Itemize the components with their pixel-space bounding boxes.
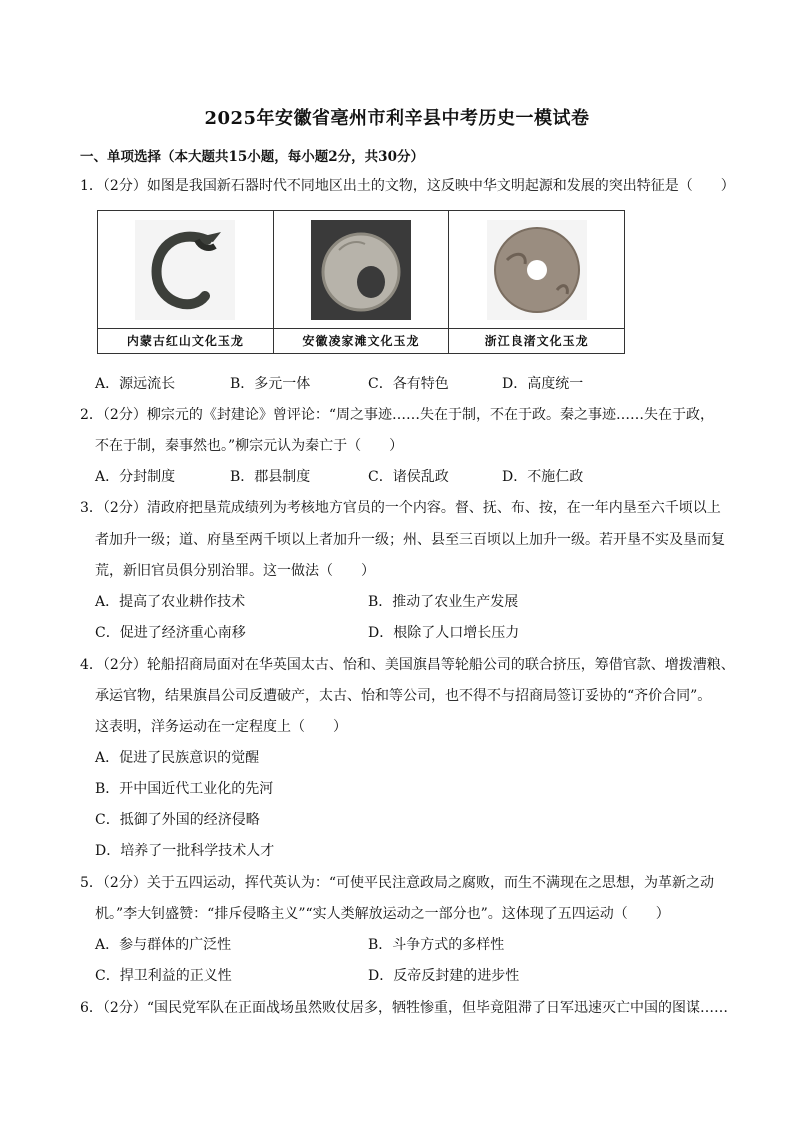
q1-option-d[interactable]: D．高度统一	[502, 376, 584, 392]
q2-option-a[interactable]: A．分封制度	[95, 469, 176, 485]
artifact-figure	[97, 210, 625, 354]
q4-option-d[interactable]: D．培养了一批科学技术人才	[95, 843, 275, 859]
question-4-line-3: 这表明，洋务运动在一定程度上（ ）	[95, 719, 347, 735]
q2-option-d[interactable]: D．不施仁政	[502, 469, 584, 485]
question-3-line-3: 荒，新旧官员俱分别治罪。这一做法（ ）	[95, 563, 375, 579]
q4-option-b[interactable]: B．开中国近代工业化的先河	[95, 781, 274, 797]
q2-option-b[interactable]: B．郡县制度	[230, 469, 311, 485]
liangzhu-jade-dragon-image	[449, 211, 624, 328]
question-4-line-2: 承运官物，结果旗昌公司反遭破产，太古、怡和等公司，也不得不与招商局签订妥协的“齐价合同”。	[95, 688, 712, 704]
q3-option-b[interactable]: B．推动了农业生产发展	[368, 594, 519, 610]
question-2-line-2: 不在于制，秦事然也。”柳宗元认为秦亡于（ ）	[95, 438, 404, 454]
q4-option-c[interactable]: C．抵御了外国的经济侵略	[95, 812, 260, 828]
question-3-line-2: 者加升一级；道、府垦至两千顷以上者加升一级；州、县至三百顷以上加升一级。若开垦不实及垦而复	[95, 532, 725, 548]
hongshan-jade-dragon-image	[98, 211, 273, 328]
exam-title: 2025年安徽省亳州市利辛县中考历史一模试卷	[204, 108, 590, 129]
q4-option-a[interactable]: A．促进了民族意识的觉醒	[95, 750, 260, 766]
q5-option-b[interactable]: B．斗争方式的多样性	[368, 937, 505, 953]
artifact-hongshan	[98, 211, 274, 353]
q5-option-a[interactable]: A．参与群体的广泛性	[95, 937, 232, 953]
section-heading: 一、单项选择（本大题共15小题，每小题2分，共30分）	[80, 149, 424, 165]
q5-option-c[interactable]: C．捍卫利益的正义性	[95, 968, 232, 984]
question-1-text: 1．（2分）如图是我国新石器时代不同地区出土的文物，这反映中华文明起源和发展的突出特征是（ ）	[80, 178, 735, 194]
question-4-line-1: 4．（2分）轮船招商局面对在华英国太古、怡和、美国旗昌等轮船公司的联合挤压，筹借官款、增拨漕粮、	[80, 657, 735, 673]
question-3-line-1: 3．（2分）清政府把垦荒成绩列为考核地方官员的一个内容。督、抚、布、按，在一年内垦至六千顷以上	[80, 500, 721, 516]
question-5-line-1: 5．（2分）关于五四运动，挥代英认为：“可使平民注意政局之腐败，而生不满现在之思想，为革新之动	[80, 875, 714, 891]
caption-hongshan: 内蒙古红山文化玉龙	[98, 328, 273, 353]
caption-liangzhu: 浙江良渚文化玉龙	[449, 328, 624, 353]
q1-option-c[interactable]: C．各有特色	[368, 376, 449, 392]
lingjiatan-jade-dragon-image	[274, 211, 449, 328]
q3-option-a[interactable]: A．提高了农业耕作技术	[95, 594, 246, 610]
question-2-line-1: 2．（2分）柳宗元的《封建论》曾评论：“周之事迹……失在于制，不在于政。秦之事迹……失在于政，	[80, 407, 714, 423]
artifact-lingjiatan	[274, 211, 450, 353]
question-5-line-2: 机。”李大钊盛赞：“排斥侵略主义”“实人类解放运动之一部分也”。这体现了五四运动（ ）	[95, 906, 670, 922]
caption-lingjiatan: 安徽凌家滩文化玉龙	[274, 328, 449, 353]
q5-option-d[interactable]: D．反帝反封建的进步性	[368, 968, 520, 984]
artifact-liangzhu	[449, 211, 624, 353]
q1-option-b[interactable]: B．多元一体	[230, 376, 311, 392]
q3-option-d[interactable]: D．根除了人口增长压力	[368, 625, 520, 641]
question-6-line-1: 6．（2分）“国民党军队在正面战场虽然败仗居多，牺牲惨重，但毕竟阻滞了日军迅速灭亡中国的图谋……	[80, 1000, 728, 1016]
q2-option-c[interactable]: C．诸侯乱政	[368, 469, 449, 485]
q1-option-a[interactable]: A．源远流长	[95, 376, 176, 392]
q3-option-c[interactable]: C．促进了经济重心南移	[95, 625, 246, 641]
